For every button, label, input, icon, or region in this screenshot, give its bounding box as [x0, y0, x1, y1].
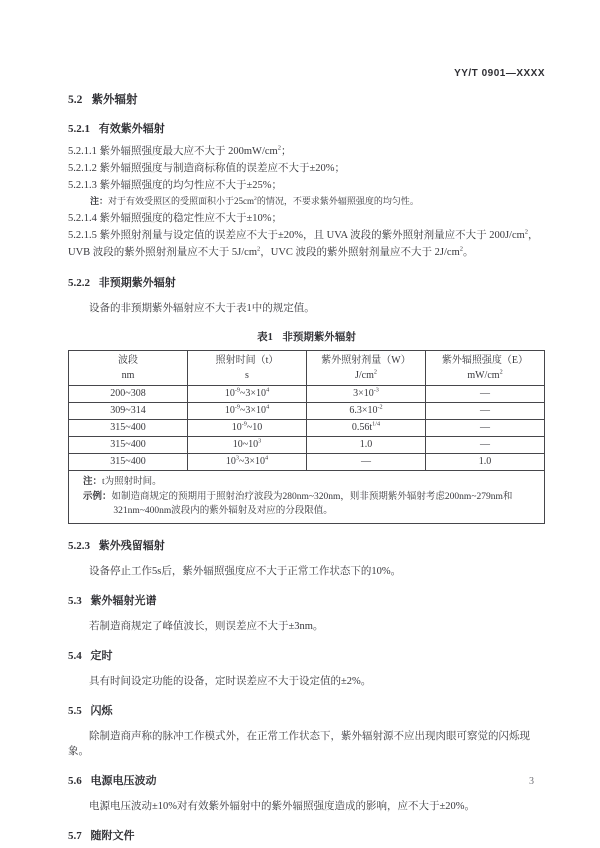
section-title: 紫外辐射光谱: [90, 595, 157, 607]
note-text: 对于有效受照区的受照面积小于$25cm^2$的情况，不要求紫外辐照强度的均匀性。: [108, 196, 419, 206]
paragraph-5-2-2: 设备的非预期紫外辐射应不大于表1中的规定值。: [89, 303, 315, 314]
table-row: [69, 386, 545, 403]
clause-list: [68, 143, 545, 261]
table-cell: —: [426, 437, 545, 454]
section-heading-5-6: [68, 772, 545, 788]
section-title: 定时: [90, 650, 113, 662]
section-heading-5-2: [68, 91, 545, 107]
table-cell: 1.0: [426, 454, 545, 471]
table-cell: —: [426, 386, 545, 403]
section-number: 5.3: [68, 595, 82, 607]
paragraph-5-3: 若制造商规定了峰值波长，则误差应不大于±3nm。: [89, 621, 324, 632]
table-note: [83, 475, 536, 489]
section-heading-5-7: [68, 827, 545, 843]
table-cell: $10^3\sim 3\times 10^4$: [188, 454, 307, 471]
paragraph-5-2-3: 设备停止工作5s后，紫外辐照强度应不大于正常工作状态下的10%。: [89, 566, 402, 577]
col-header-uv-dose: [307, 351, 426, 386]
table-row: [69, 454, 545, 471]
table-cell: 1.0: [307, 437, 426, 454]
table-caption: [68, 329, 545, 344]
section-title: 电源电压波动: [90, 775, 157, 787]
section-number: 5.2: [68, 94, 83, 106]
section-title: 闪烁: [90, 705, 113, 717]
uv-radiation-spec-table: [68, 350, 545, 524]
col-header-unit: $mW/cm^2$: [467, 368, 503, 381]
table-cell: $10\sim 10^3$: [188, 437, 307, 454]
table-caption-title: 非预期紫外辐射: [282, 332, 356, 343]
table-cell: —: [426, 403, 545, 420]
col-header-unit: nm: [121, 370, 135, 381]
clause-5-2-1-1: 5.2.1.1 紫外辐照强度最大应不大于 $200mW/cm^2$；: [68, 144, 292, 157]
col-header-unit: $J/cm^2$: [355, 368, 377, 381]
paragraph-5-6: 电源电压波动±10%对有效紫外辐射中的紫外辐照强度造成的影响，应不大于±20%。: [89, 801, 476, 812]
clause-5-2-1-5: 5.2.1.5 紫外照射剂量与设定值的误差应不大于±20%，且 UVA 波段的紫外照射剂量应不大于 $200J/cm^2$，UVB 波段的紫外照射剂量应不大于 $5J/cm^2$，UVC 波段的紫外照射剂量应不大于 $2J/cm^2$。: [68, 228, 539, 258]
clause-5-2-1-3-note: [68, 195, 545, 208]
doc-number: YY/T 0901—XXXX: [454, 68, 545, 79]
col-header-name: 紫外照射剂量（W）: [321, 355, 411, 366]
table-cell: —: [307, 454, 426, 471]
table-notes-cell: [69, 471, 545, 524]
section-heading-5-5: [68, 702, 545, 718]
col-header-uv-irradiance: [426, 351, 545, 386]
section-title: 有效紫外辐射: [98, 123, 165, 135]
table-cell: 315~400: [69, 437, 188, 454]
table-cell: $3\times 10^{-3}$: [307, 386, 426, 403]
section-number: 5.2.2: [68, 277, 90, 289]
section-number: 5.7: [68, 830, 82, 842]
table-cell: —: [426, 420, 545, 437]
section-number: 5.2.1: [68, 123, 90, 135]
col-header-name: 紫外辐照强度（E）: [441, 355, 529, 366]
table-cell: $0.56t^{1/4}$: [307, 420, 426, 437]
section-heading-5-2-3: [68, 537, 545, 553]
clause-5-2-1-3: 5.2.1.3 紫外辐照强度的均匀性应不大于±25%；: [68, 180, 283, 191]
section-number: 5.4: [68, 650, 82, 662]
note-label: 注：: [90, 196, 109, 206]
table-notes-row: [69, 471, 545, 524]
table-note-label: 注：: [83, 477, 103, 487]
section-number: 5.5: [68, 705, 82, 717]
section-title: 随附文件: [90, 830, 135, 842]
col-header-name: 照射时间（t）: [215, 355, 279, 366]
section-number: 5.6: [68, 775, 82, 787]
paragraph-5-4: 具有时间设定功能的设备，定时误差应不大于设定值的±2%。: [89, 676, 372, 687]
table-example-text: 如制造商规定的预期用于照射治疗波段为280nm~320nm，则非预期紫外辐射考虑200nm~279nm和321nm~400nm波段内的紫外辐射及对应的分段限值。: [111, 492, 513, 516]
table-row: [69, 437, 545, 454]
table-header-row: [69, 351, 545, 386]
clause-5-2-1-4: 5.2.1.4 紫外辐照强度的稳定性应不大于±10%；: [68, 213, 283, 224]
col-header-exposure-time: [188, 351, 307, 386]
table-example-label: 示例：: [83, 492, 112, 502]
section-number: 5.2.3: [68, 540, 90, 552]
table-cell: $10^{-9}\sim 3\times 10^4$: [188, 386, 307, 403]
paragraph-5-5: 除制造商声称的脉冲工作模式外，在正常工作状态下，紫外辐射源不应出现肉眼可察觉的闪烁现象。: [68, 731, 530, 757]
table-cell: $6.3\times 10^{-2}$: [307, 403, 426, 420]
page-number: 3: [529, 776, 534, 787]
table-row: [69, 403, 545, 420]
table-cell: 315~400: [69, 420, 188, 437]
table-cell: 309~314: [69, 403, 188, 420]
table-cell: 200~308: [69, 386, 188, 403]
col-header-unit: s: [245, 370, 249, 381]
table-cell: $10^{-9}\sim 10$: [188, 420, 307, 437]
table-cell: $10^{-9}\sim 3\times 10^4$: [188, 403, 307, 420]
section-title: 紫外辐射: [91, 94, 138, 106]
table-cell: 315~400: [69, 454, 188, 471]
section-heading-5-4: [68, 647, 545, 663]
section-title: 紫外残留辐射: [98, 540, 165, 552]
col-header-waveband: [69, 351, 188, 386]
table-row: [69, 420, 545, 437]
section-title: 非预期紫外辐射: [98, 277, 176, 289]
table-note-text: t为照射时间。: [102, 477, 162, 487]
table-caption-number: 表1: [257, 332, 273, 343]
section-heading-5-2-2: [68, 274, 545, 290]
clause-5-2-1-2: 5.2.1.2 紫外辐照强度与制造商标称值的误差应不大于±20%；: [68, 163, 346, 174]
section-heading-5-2-1: [68, 120, 545, 136]
table-example: [83, 490, 536, 518]
section-heading-5-3: [68, 592, 545, 608]
col-header-name: 波段: [118, 355, 138, 366]
